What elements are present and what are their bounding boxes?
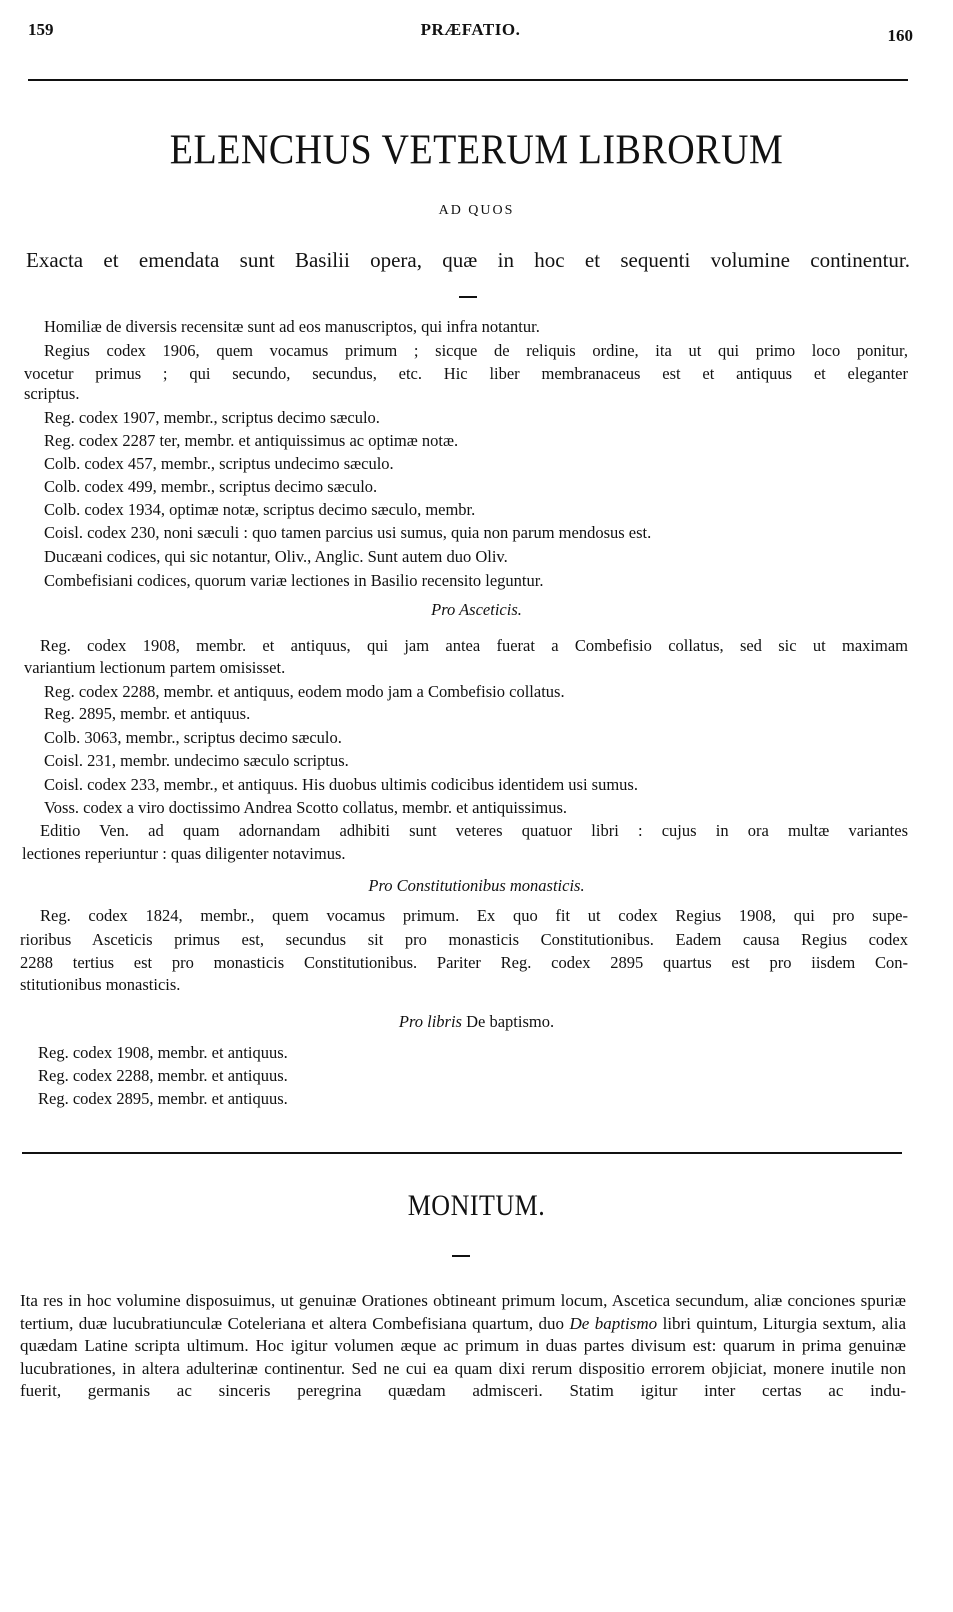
list-line: Reg. 2895, membr. et antiquus.	[44, 704, 251, 723]
list-line: Reg. codex 2288, membr. et antiquus, eodem modo jam a Combefisio collatus.	[44, 682, 565, 701]
running-head	[28, 20, 913, 44]
monitum-dash	[452, 1255, 470, 1257]
list-line: 2288 tertius est pro monasticis Constitutionibus. Pariter Reg. codex 2895 quartus est pro iisdem Con-	[20, 953, 908, 972]
monitum-paragraph	[20, 1290, 906, 1403]
list-line: Colb. codex 1934, optimæ notæ, scriptus decimo sæculo, membr.	[44, 500, 476, 519]
list-line: Combefisiani codices, quorum variæ lectiones in Basilio recensito leguntur.	[44, 571, 544, 590]
main-title: ELENCHUS VETERUM LIBRORUM	[169, 126, 784, 174]
list-line: Reg. codex 2288, membr. et antiquus.	[38, 1066, 288, 1085]
list-line: Ducæani codices, qui sic notantur, Oliv., Anglic. Sunt autem duo Oliv.	[44, 547, 508, 566]
list-line: Colb. 3063, membr., scriptus decimo sæculo.	[44, 728, 342, 747]
list-line: Coisl. codex 233, membr., et antiquus. His duobus ultimis codicibus identidem usi sumus.	[44, 775, 638, 794]
list-line: lectiones reperiuntur : quas diligenter notavimus.	[22, 844, 346, 863]
header-rule	[28, 79, 908, 81]
list-line: Reg. codex 1908, membr. et antiquus.	[38, 1043, 288, 1062]
list-line: Colb. codex 457, membr., scriptus undecimo sæculo.	[44, 454, 394, 473]
list-line: rioribus Asceticis primus est, secundus sit pro monasticis Constitutionibus. Eadem causa Regius codex	[20, 930, 908, 949]
page-number-right: 160	[887, 26, 913, 45]
list-line: Reg. codex 2287 ter, membr. et antiquissimus ac optimæ notæ.	[44, 431, 459, 450]
list-line: vocetur primus ; qui secundo, secundus, etc. Hic liber membranaceus est et antiquus et eleganter	[24, 364, 908, 383]
title-subheading: AD QUOS	[438, 203, 515, 218]
list-line: stitutionibus monasticis.	[20, 975, 181, 994]
list-line: Regius codex 1906, quem vocamus primum ; sicque de reliquis ordine, ita ut qui primo loco ponitur,	[44, 341, 908, 360]
page-number-left: 159	[28, 20, 54, 39]
section-rule	[22, 1152, 902, 1154]
list-line: variantium lectionum partem omisisset.	[24, 658, 286, 677]
title-description: Exacta et emendata sunt Basilii opera, quæ in hoc et sequenti volumine continentur.	[26, 248, 910, 272]
title-dash	[459, 296, 477, 298]
monitum-title: MONITUM.	[407, 1189, 546, 1222]
baptismo-heading-roman: De baptismo.	[466, 1012, 555, 1031]
running-title: PRÆFATIO.	[420, 20, 521, 39]
monitum-italic: De baptismo	[569, 1313, 658, 1333]
list-line: Colb. codex 499, membr., scriptus decimo sæculo.	[44, 477, 378, 496]
list-line: Coisl. 231, membr. undecimo sæculo scriptus.	[44, 751, 349, 770]
section-heading-baptismo	[0, 1012, 953, 1032]
list-line: Editio Ven. ad quam adornandam adhibiti sunt veteres quatuor libri : cujus in ora multæ variantes	[40, 821, 908, 840]
list-line: scriptus.	[24, 384, 80, 403]
list-line: Reg. codex 1907, membr., scriptus decimo sæculo.	[44, 408, 380, 427]
section-heading-asceticis: Pro Asceticis.	[431, 600, 522, 619]
list-line: Voss. codex a viro doctissimo Andrea Scotto collatus, membr. et antiquissimus.	[44, 798, 568, 817]
list-line: Homiliæ de diversis recensitæ sunt ad eos manuscriptos, qui infra notantur.	[44, 317, 540, 336]
list-line: Reg. codex 2895, membr. et antiquus.	[38, 1089, 288, 1108]
monitum-text-1: Ita res in hoc volumine disposuimus, ut genuinæ Orationes obtineant primum locum, Ascetica secundum, aliæ conciones spuriæ tertium, duæ lucubratiunculæ Coteleriana et altera Combefisiana quartum, duo	[20, 1291, 906, 1333]
list-line: Coisl. codex 230, noni sæculi : quo tamen parcius usi sumus, quia non parum mendosus est.	[44, 523, 652, 542]
section-heading-constitutionibus: Pro Constitutionibus monasticis.	[368, 876, 585, 895]
list-line: Reg. codex 1824, membr., quem vocamus primum. Ex quo fit ut codex Regius 1908, qui pro supe-	[40, 906, 908, 925]
baptismo-heading-italic: Pro libris	[398, 1012, 462, 1031]
list-line: Reg. codex 1908, membr. et antiquus, qui jam antea fuerat a Combefisio collatus, sed sic ut maximam	[40, 636, 908, 655]
monitum-text-2: libri quintum, Liturgia sextum, alia quædam Latine scripta ultimum. Hoc igitur volumen æque ac primum in duas partes divisum est: quarum in prima genuinæ lucubrationes, in altera adulterinæ continentur. Sed ne cui ea quam dixi rerum dispositio errorem objiciat, monere inutile non fuerit, germanis ac sinceris peregrina quædam admisceri. Statim igitur inter certas ac indu-	[20, 1313, 907, 1401]
